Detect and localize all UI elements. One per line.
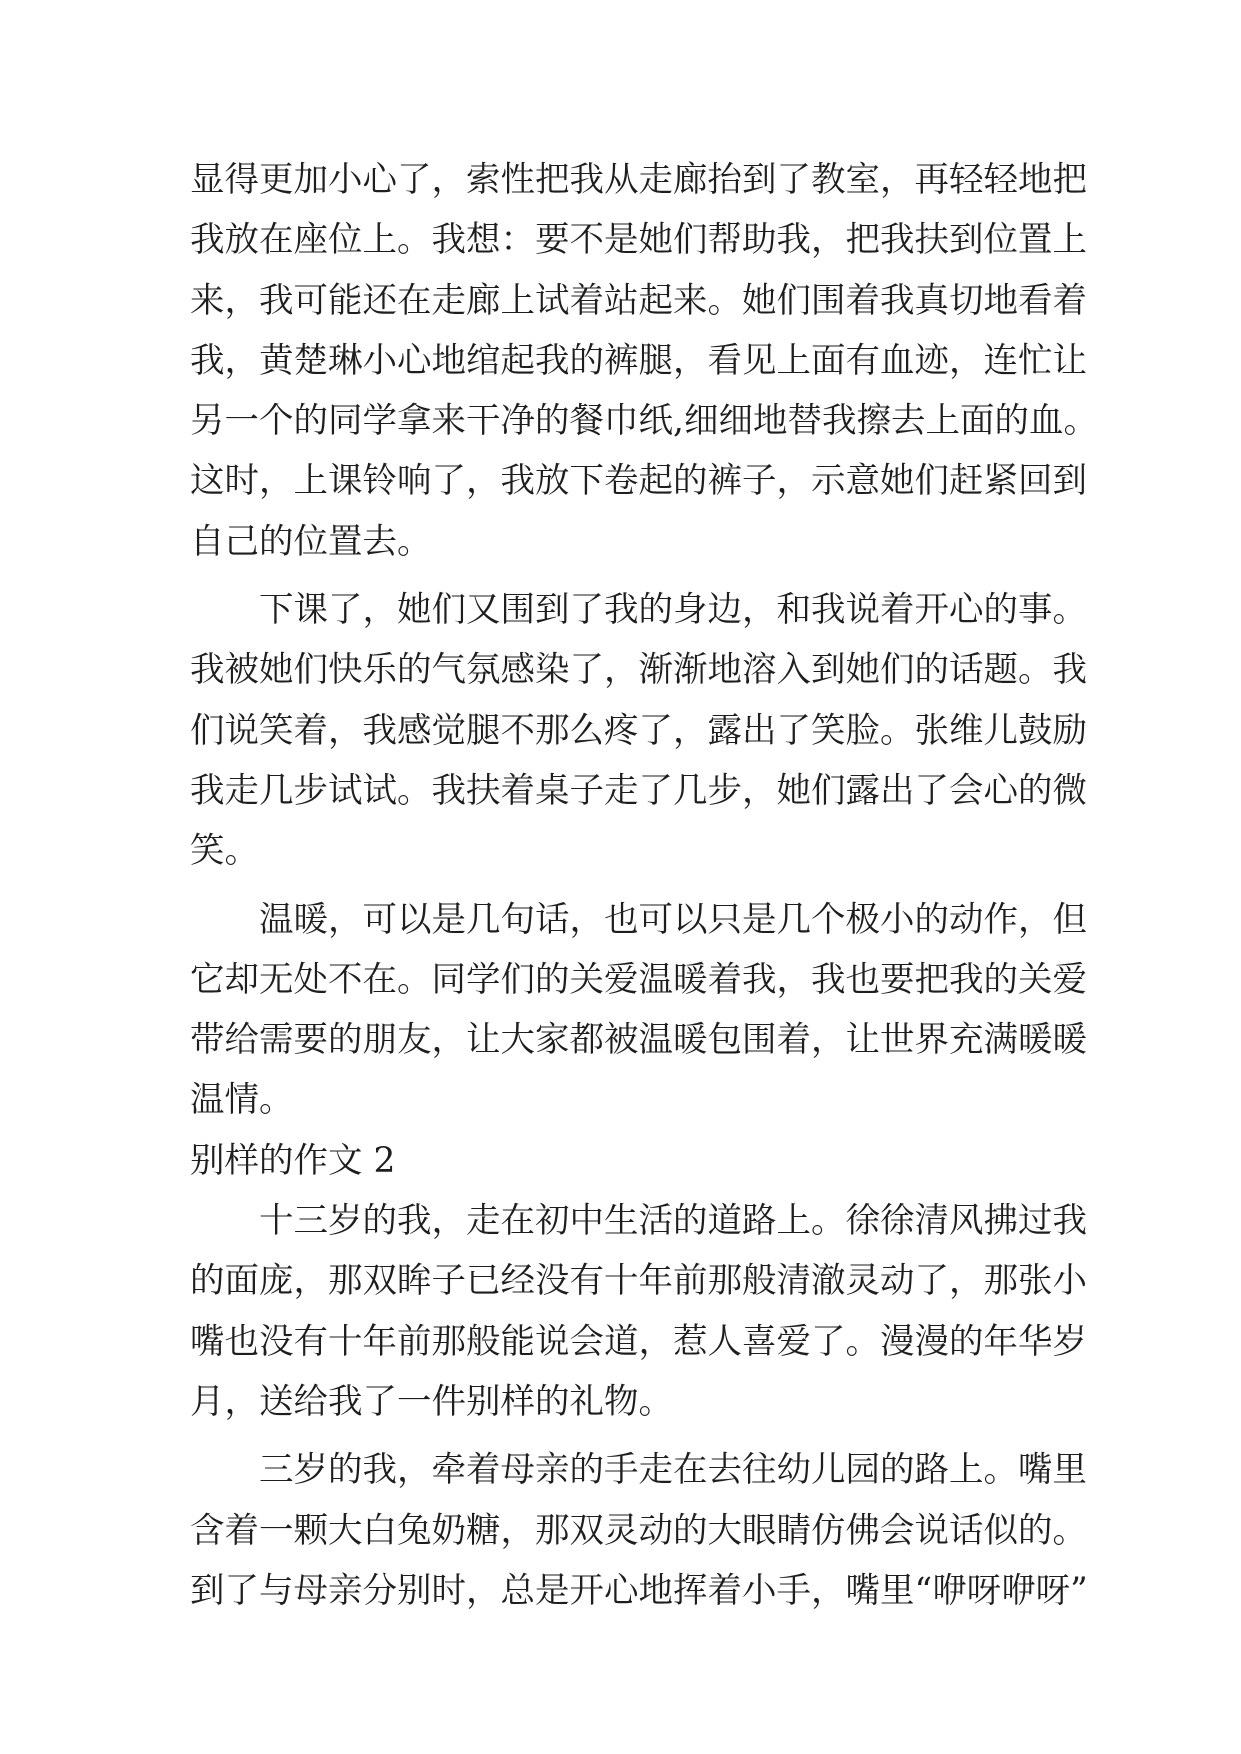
text-line: 笑。 — [190, 831, 259, 872]
text-line: 我走几步试试。我扶着桌子走了几步，她们露出了会心的微 — [190, 770, 1087, 811]
text-line: 嘴也没有十年前那般能说会道，惹人喜爱了。漫漫的年华岁 — [190, 1321, 1087, 1362]
text-line: 带给需要的朋友，让大家都被温暖包围着，让世界充满暖暖 — [190, 1020, 1087, 1061]
text-line: 含着一颗大白兔奶糖，那双灵动的大眼睛仿佛会说话似的。 — [190, 1510, 1087, 1551]
text-line: 月，送给我了一件别样的礼物。 — [190, 1381, 673, 1422]
paragraph-first-line: 下课了，她们又围到了我的身边，和我说着开心的事。 — [259, 590, 1087, 631]
text-line: 我，黄楚琳小心地绾起我的裤腿，看见上面有血迹，连忙让 — [190, 340, 1087, 381]
text-line: 我放在座位上。我想：要不是她们帮助我，把我扶到位置上 — [190, 220, 1087, 261]
text-line: 我被她们快乐的气氛感染了，渐渐地溶入到她们的话题。我 — [190, 650, 1087, 691]
text-line: 另一个的同学拿来干净的餐巾纸,细细地替我擦去上面的血。 — [190, 401, 1098, 442]
section-heading: 别样的作文 2 — [190, 1140, 396, 1181]
text-line: 它却无处不在。同学们的关爱温暖着我，我也要把我的关爱 — [190, 959, 1087, 1000]
text-line: 自己的位置去。 — [190, 521, 432, 562]
text-line: 的面庞，那双眸子已经没有十年前那般清澈灵动了，那张小 — [190, 1261, 1087, 1302]
text-line: 显得更加小心了，索性把我从走廊抬到了教室，再轻轻地把 — [190, 160, 1087, 200]
text-line: 温情。 — [190, 1080, 294, 1121]
paragraph-first-line: 三岁的我，牵着母亲的手走在去往幼儿园的路上。嘴里 — [259, 1450, 1087, 1491]
text-line: 来，我可能还在走廊上试着站起来。她们围着我真切地看着 — [190, 280, 1087, 321]
article-body — [190, 150, 1098, 1621]
paragraph-first-line: 温暖，可以是几句话，也可以只是几个极小的动作，但 — [259, 899, 1087, 940]
text-line: 到了与母亲分别时，总是开心地挥着小手，嘴里“咿呀咿呀” — [190, 1570, 1088, 1611]
text-line: 这时，上课铃响了，我放下卷起的裤子，示意她们赶紧回到 — [190, 461, 1087, 502]
paragraph-first-line: 十三岁的我，走在初中生活的道路上。徐徐清风拂过我 — [259, 1201, 1087, 1242]
text-line: 们说笑着，我感觉腿不那么疼了，露出了笑脸。张维儿鼓励 — [190, 710, 1087, 751]
